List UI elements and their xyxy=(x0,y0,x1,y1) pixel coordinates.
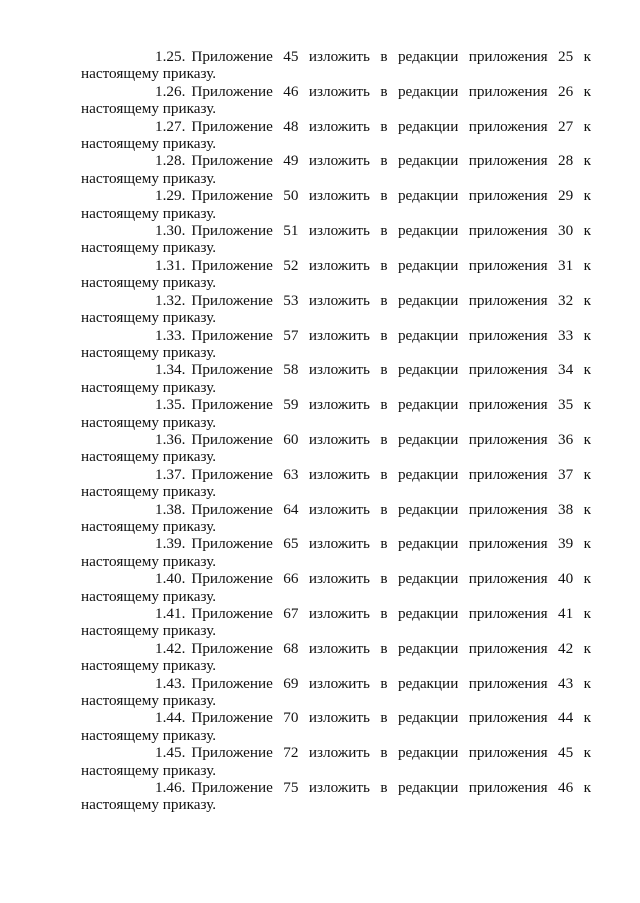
clause-text: Приложение 60 изложить в редакции приложения 36 к настоящему приказу. xyxy=(81,430,591,466)
clause-number: 1.41. xyxy=(155,605,186,622)
clause-text: Приложение 75 изложить в редакции приложения 46 к настоящему приказу. xyxy=(81,779,591,814)
clause-number: 1.35. xyxy=(155,396,186,414)
clause-item xyxy=(81,152,591,187)
clause-number: 1.44. xyxy=(155,709,186,727)
clause-number: 1.31. xyxy=(155,256,186,274)
clause-number: 1.26. xyxy=(155,82,186,100)
clause-item xyxy=(81,779,591,814)
clause-item xyxy=(81,640,591,675)
clause-item xyxy=(81,466,591,501)
clause-number: 1.39. xyxy=(155,535,186,553)
clause-item xyxy=(81,535,591,570)
clause-number: 1.32. xyxy=(155,291,186,309)
clause-text: Приложение 65 изложить в редакции приложения 39 к настоящему приказу. xyxy=(81,535,591,570)
clause-item xyxy=(81,396,591,431)
clause-item xyxy=(81,501,591,536)
clause-number: 1.28. xyxy=(155,152,186,170)
clause-item xyxy=(81,605,591,640)
clause-item xyxy=(81,83,591,118)
clause-item xyxy=(81,257,591,292)
clause-item xyxy=(81,570,591,605)
clause-number: 1.42. xyxy=(155,639,186,657)
clause-number: 1.33. xyxy=(155,326,186,344)
clause-number: 1.43. xyxy=(155,674,186,692)
clause-text: Приложение 67 изложить в редакции приложения 41 к настоящему приказу. xyxy=(81,605,591,640)
clause-text: Приложение 49 изложить в редакции приложения 28 к настоящему приказу. xyxy=(81,152,591,187)
clause-text: Приложение 57 изложить в редакции приложения 33 к настоящему приказу. xyxy=(81,326,591,361)
clause-number: 1.37. xyxy=(155,465,186,483)
clause-number: 1.25. xyxy=(155,48,186,65)
clause-text: Приложение 45 изложить в редакции приложения 25 к настоящему приказу. xyxy=(81,48,591,83)
clause-text: Приложение 59 изложить в редакции приложения 35 к настоящему приказу. xyxy=(81,396,591,431)
clause-text: Приложение 58 изложить в редакции приложения 34 к настоящему приказу. xyxy=(81,361,591,396)
clause-text: Приложение 70 изложить в редакции приложения 44 к настоящему приказу. xyxy=(81,709,591,744)
clause-text: Приложение 68 изложить в редакции приложения 42 к настоящему приказу. xyxy=(81,639,591,675)
clause-number: 1.27. xyxy=(155,117,186,135)
clause-item xyxy=(81,431,591,466)
clause-item xyxy=(81,292,591,327)
clause-text: Приложение 48 изложить в редакции приложения 27 к настоящему приказу. xyxy=(81,117,591,153)
clause-item xyxy=(81,187,591,222)
clause-text: Приложение 53 изложить в редакции приложения 32 к настоящему приказу. xyxy=(81,291,591,327)
clause-text: Приложение 69 изложить в редакции приложения 43 к настоящему приказу. xyxy=(81,674,591,710)
clause-number: 1.29. xyxy=(155,187,186,205)
clause-text: Приложение 63 изложить в редакции приложения 37 к настоящему приказу. xyxy=(81,465,591,501)
clause-number: 1.45. xyxy=(155,744,186,762)
clause-text: Приложение 51 изложить в редакции приложения 30 к настоящему приказу. xyxy=(81,222,591,257)
clause-item xyxy=(81,222,591,257)
clause-item xyxy=(81,48,591,83)
clause-text: Приложение 64 изложить в редакции приложения 38 к настоящему приказу. xyxy=(81,500,591,535)
clause-number: 1.40. xyxy=(155,570,186,588)
clause-number: 1.30. xyxy=(155,222,186,240)
clause-item xyxy=(81,675,591,710)
clause-number: 1.46. xyxy=(155,779,186,797)
clause-list xyxy=(81,48,591,814)
clause-text: Приложение 46 изложить в редакции приложения 26 к настоящему приказу. xyxy=(81,82,591,118)
clause-item xyxy=(81,361,591,396)
clause-item xyxy=(81,709,591,744)
clause-number: 1.38. xyxy=(155,500,186,518)
clause-text: Приложение 50 изложить в редакции приложения 29 к настоящему приказу. xyxy=(81,187,591,222)
clause-text: Приложение 72 изложить в редакции приложения 45 к настоящему приказу. xyxy=(81,744,591,779)
clause-item xyxy=(81,744,591,779)
clause-number: 1.36. xyxy=(155,430,186,448)
clause-number: 1.34. xyxy=(155,361,186,379)
clause-item xyxy=(81,118,591,153)
clause-item xyxy=(81,327,591,362)
clause-text: Приложение 66 изложить в редакции приложения 40 к настоящему приказу. xyxy=(81,570,591,605)
clause-text: Приложение 52 изложить в редакции приложения 31 к настоящему приказу. xyxy=(81,256,591,292)
